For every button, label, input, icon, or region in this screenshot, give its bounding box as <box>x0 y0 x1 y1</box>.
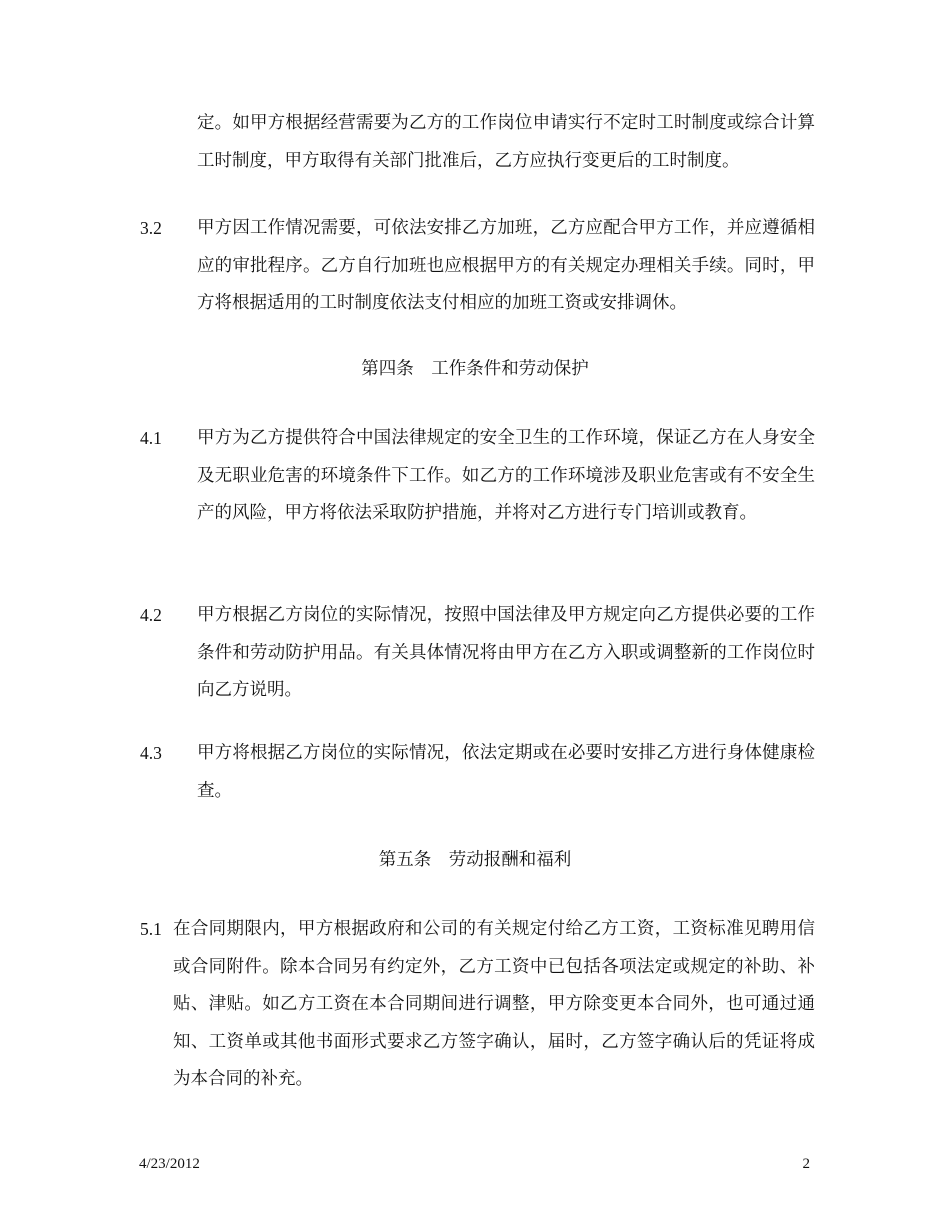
clause-3-1-continuation <box>140 105 815 180</box>
clause-4-2 <box>140 597 815 710</box>
article-4-heading: 第四条 工作条件和劳动保护 <box>361 359 589 379</box>
footer-date: 4/23/2012 <box>139 1156 200 1172</box>
clause-text: 甲方根据乙方岗位的实际情况，按照中国法律及甲方规定向乙方提供必要的工作条件和劳动防护用品。有关具体情况将由甲方在乙方入职或调整新的工作岗位时向乙方说明。 <box>197 605 815 700</box>
clause-number: 4.3 <box>140 743 162 763</box>
clause-5-1 <box>140 911 815 1099</box>
article-5-heading: 第五条 劳动报酬和福利 <box>378 850 572 870</box>
clause-3-1-text: 定。如甲方根据经营需要为乙方的工作岗位申请实行不定时工时制度或综合计算工时制度，甲方取得有关部门批准后，乙方应执行变更后的工时制度。 <box>197 113 815 171</box>
clause-3-2 <box>140 210 815 323</box>
page-number: 2 <box>802 1156 810 1172</box>
clause-number: 4.2 <box>140 605 162 625</box>
clause-4-3 <box>140 735 815 810</box>
clause-text: 甲方将根据乙方岗位的实际情况，依法定期或在必要时安排乙方进行身体健康检查。 <box>197 743 815 801</box>
clause-number: 3.2 <box>140 218 162 238</box>
clause-number: 5.1 <box>140 919 162 939</box>
clause-text: 在合同期限内，甲方根据政府和公司的有关规定付给乙方工资，工资标准见聘用信或合同附件。除本合同另有约定外，乙方工资中已包括各项法定或规定的补助、补贴、津贴。如乙方工资在本合同期间进行调整，甲方除变更本合同外，也可通过通知、工资单或其他书面形式要求乙方签字确认，届时，乙方签字确认后的凭证将成为本合同的补充。 <box>173 919 815 1089</box>
clause-text: 甲方为乙方提供符合中国法律规定的安全卫生的工作环境，保证乙方在人身安全及无职业危害的环境条件下工作。如乙方的工作环境涉及职业危害或有不安全生产的风险，甲方将依法采取防护措施，并将对乙方进行专门培训或教育。 <box>197 428 815 523</box>
clause-text: 甲方因工作情况需要，可依法安排乙方加班，乙方应配合甲方工作，并应遵循相应的审批程序。乙方自行加班也应根据甲方的有关规定办理相关手续。同时，甲方将根据适用的工时制度依法支付相应的加班工资或安排调休。 <box>197 218 815 313</box>
clause-4-1 <box>140 420 815 533</box>
clause-number: 4.1 <box>140 428 162 448</box>
